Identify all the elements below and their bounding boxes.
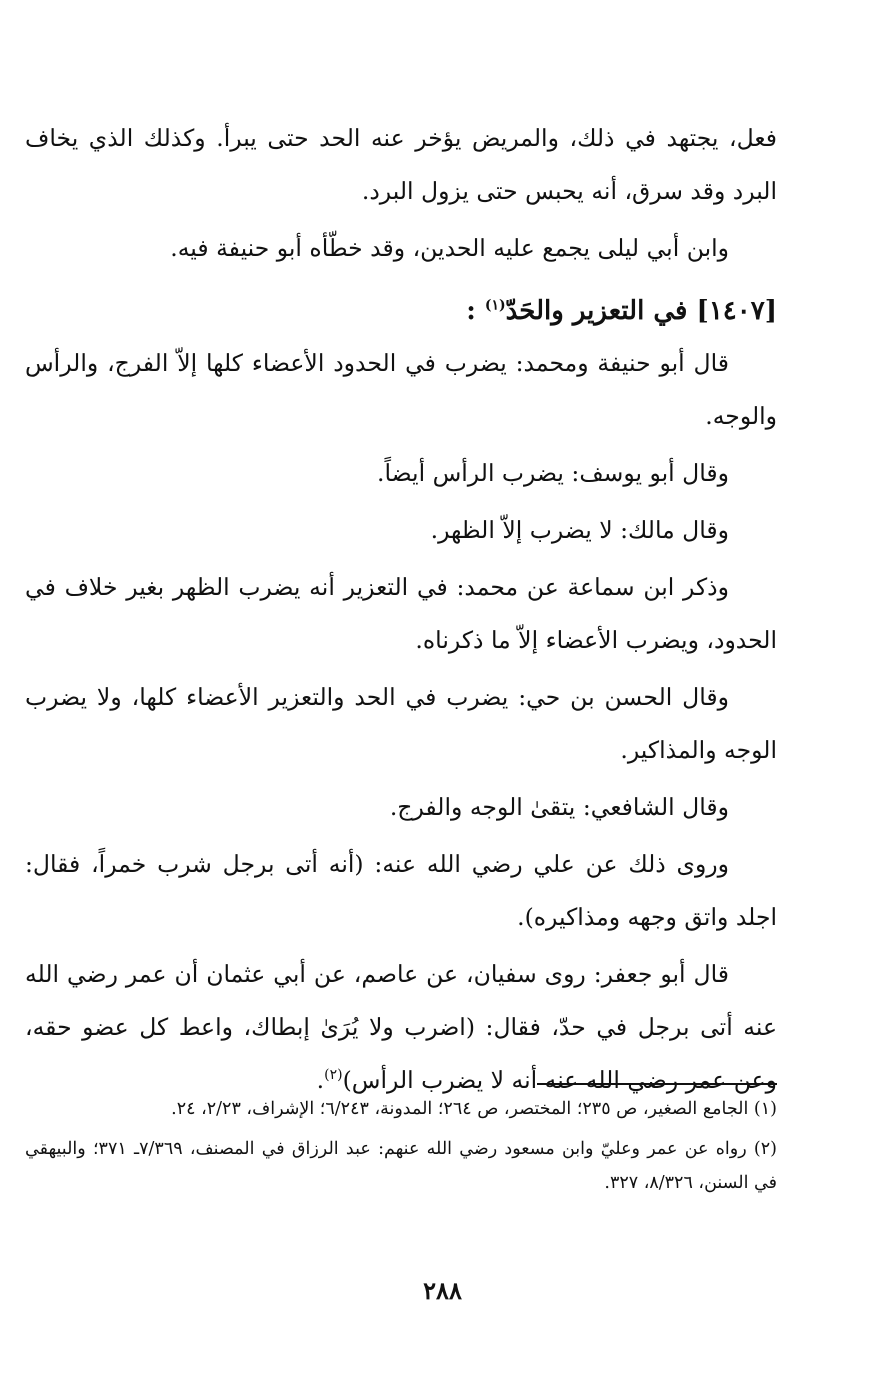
section-title: في التعزير والحَدّ	[505, 296, 688, 326]
footnotes	[25, 1092, 777, 1206]
paragraph-malik: وقال مالك: لا يضرب إلاّ الظهر.	[430, 516, 729, 544]
page-body	[25, 112, 777, 1107]
footnote-ref-1: (١)	[484, 297, 506, 314]
paragraph-abu-jafar-end: .	[316, 1066, 325, 1094]
footnote-divider	[537, 1083, 777, 1085]
paragraph-abu-yusuf: وقال أبو يوسف: يضرب الرأس أيضاً.	[377, 459, 729, 487]
section-colon: :	[466, 296, 476, 326]
paragraph-abu-hanifa: قال أبو حنيفة ومحمد: يضرب في الحدود الأعضاء كلها إلاّ الفرج، والرأس والوجه.	[25, 349, 777, 430]
paragraph-hasan-bin-hay: وقال الحسن بن حي: يضرب في الحد والتعزير الأعضاء كلها، ولا يضرب الوجه والمذاكير.	[25, 683, 777, 764]
footnote-1: (١) الجامع الصغير، ص ٢٣٥؛ المختصر، ص ٢٦٤؛ المدونة، ٦/٢٤٣؛ الإشراف، ٢/٢٣، ٢٤.	[171, 1099, 777, 1119]
paragraph-continuation: فعل، يجتهد في ذلك، والمريض يؤخر عنه الحد حتى يبرأ. وكذلك الذي يخاف البرد وقد سرق، أنه يحبس حتى يزول البرد.	[25, 124, 777, 205]
paragraph-shafii: وقال الشافعي: يتقىٰ الوجه والفرج.	[389, 793, 729, 821]
page-number: ٢٨٨	[423, 1276, 462, 1305]
paragraph-ibn-samaa: وذكر ابن سماعة عن محمد: في التعزير أنه يضرب الظهر بغير خلاف في الحدود، ويضرب الأعضاء إلاّ ما ذكرناه.	[25, 573, 777, 654]
paragraph-ali-narration: وروى ذلك عن علي رضي الله عنه: (أنه أتى برجل شرب خمراً، فقال: اجلد واتق وجهه ومذاكيره).	[25, 850, 777, 931]
footnote-ref-2: (٢)	[324, 1067, 343, 1084]
section-number: [١٤٠٧]	[696, 296, 777, 326]
footnote-2: (٢) رواه عن عمر وعليّ وابن مسعود رضي الله عنهم: عبد الرزاق في المصنف، ٧/٣٦٩ـ ٣٧١؛ والبيهقي في السنن، ٨/٣٢٦، ٣٢٧.	[25, 1139, 777, 1193]
paragraph-ibn-abi-layla: وابن أبي ليلى يجمع عليه الحدين، وقد خطّأه أبو حنيفة فيه.	[170, 234, 729, 262]
section-heading	[25, 285, 777, 337]
paragraph-abu-jafar-text: قال أبو جعفر: روى سفيان، عن عاصم، عن أبي عثمان أن عمر رضي الله عنه أتى برجل في حدّ، فقال: (اضرب ولا يُرَىٰ إبطاك، واعط كل عضو حقه، وعن عمر رضي الله عنه أنه لا يضرب الرأس)	[25, 960, 777, 1094]
